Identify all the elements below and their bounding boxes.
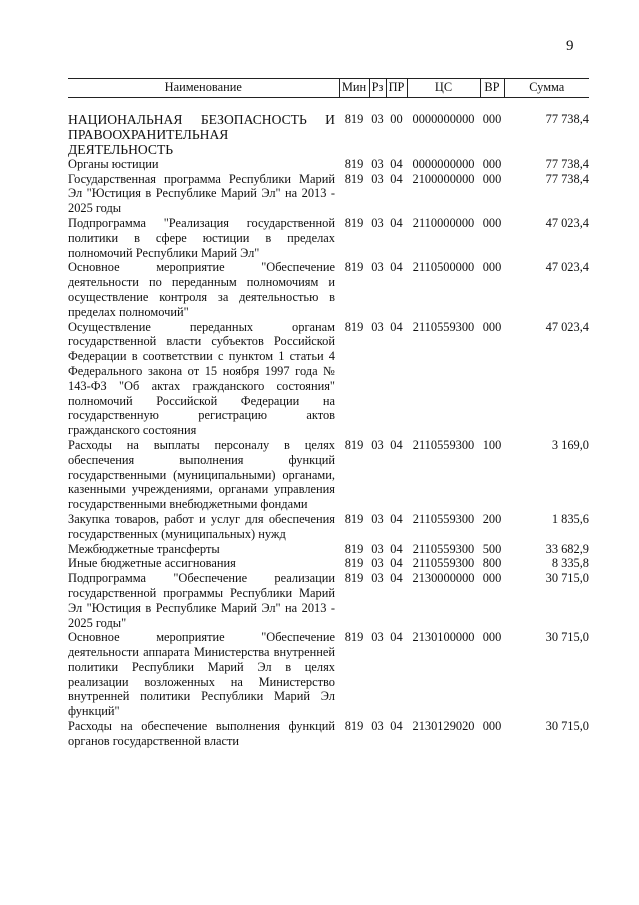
row-sum: 77 738,4 [545, 171, 589, 186]
row-rz: 03 [371, 437, 384, 452]
row-min: 819 [344, 260, 364, 275]
header-min: Мин [339, 79, 369, 98]
row-name: Закупка товаров, работ и услуг для обеспечения государственных (муниципальных) нужд [68, 511, 335, 541]
row-cs: 2130129020 [412, 719, 475, 734]
table-row [68, 719, 589, 749]
row-rz: 03 [371, 319, 384, 334]
row-cs: 2110559300 [412, 556, 475, 571]
row-sum: 33 682,9 [545, 541, 589, 556]
table-row [68, 571, 589, 630]
row-min: 819 [344, 319, 364, 334]
row-sum: 1 835,6 [551, 511, 589, 526]
header-name: Наименование [68, 79, 339, 98]
row-pr: 04 [390, 630, 403, 645]
row-min: 819 [344, 719, 364, 734]
row-cs: 2110559300 [412, 437, 475, 452]
row-sum: 47 023,4 [545, 319, 589, 334]
row-vr: 000 [482, 111, 502, 126]
row-min: 819 [344, 571, 364, 586]
row-min: 819 [344, 556, 364, 571]
row-name: Иные бюджетные ассигнования [68, 556, 236, 571]
row-name: Осуществление переданных органам государственной власти субъектов Российской Федерации в соответствии с пунктом 1 статьи 4 Федерального закона от 15 ноября 1997 года № 143-ФЗ "Об актах гражданского состояния" полномочий Российской Федерации на государственную регистрацию актов гражданского состояния [68, 319, 335, 438]
row-rz: 03 [371, 556, 384, 571]
row-rz: 03 [371, 630, 384, 645]
row-vr: 000 [482, 319, 502, 334]
table-row [68, 97, 589, 157]
row-sum: 47 023,4 [545, 215, 589, 230]
table-row [68, 630, 589, 719]
header-rz: Рз [369, 79, 386, 98]
row-rz: 03 [371, 171, 384, 186]
row-rz: 03 [371, 571, 384, 586]
page-number: 9 [566, 38, 574, 54]
row-name: Межбюджетные трансферты [68, 541, 220, 556]
row-name: Государственная программа Республики Марий Эл "Юстиция в Республике Марий Эл" на 2013 - 2025 годы [68, 171, 335, 216]
row-cs: 2130000000 [412, 571, 475, 586]
row-sum: 8 335,8 [551, 556, 589, 571]
row-name: Подпрограмма "Реализация государственной политики в сфере юстиции в пределах полномочий Республики Марий Эл" [68, 215, 335, 260]
row-rz: 03 [371, 215, 384, 230]
row-vr: 000 [482, 260, 502, 275]
row-pr: 04 [390, 156, 403, 171]
table-row [68, 512, 589, 542]
row-pr: 04 [390, 541, 403, 556]
row-sum: 77 738,4 [545, 156, 589, 171]
row-cs: 2110000000 [412, 215, 475, 230]
row-pr: 04 [390, 556, 403, 571]
row-sum: 3 169,0 [551, 437, 589, 452]
row-min: 819 [344, 156, 364, 171]
header-vr: ВР [480, 79, 504, 98]
row-name: Органы юстиции [68, 156, 159, 171]
row-name: Расходы на выплаты персоналу в целях обеспечения выполнения функций государственными (муниципальными) органами, казенными учреждениями, органами управления государственными внебюджетными фондами [68, 437, 335, 512]
row-name: Подпрограмма "Обеспечение реализации государственной программы Республики Марий Эл "Юстиция в Республике Марий Эл" на 2013 - 2025 годы" [68, 571, 335, 630]
row-min: 819 [344, 111, 364, 126]
header-pr: ПР [386, 79, 407, 98]
row-cs: 2110559300 [412, 541, 475, 556]
row-vr: 000 [482, 171, 502, 186]
row-min: 819 [344, 511, 364, 526]
row-sum: 30 715,0 [545, 571, 589, 586]
table-row [68, 320, 589, 438]
row-sum: 30 715,0 [545, 719, 589, 734]
row-cs: 0000000000 [412, 156, 475, 171]
row-rz: 03 [371, 511, 384, 526]
row-pr: 04 [390, 571, 403, 586]
row-vr: 800 [482, 556, 502, 571]
row-pr: 04 [390, 719, 403, 734]
row-vr: 000 [482, 630, 502, 645]
row-vr: 000 [482, 571, 502, 586]
row-sum: 47 023,4 [545, 260, 589, 275]
row-vr: 500 [482, 541, 502, 556]
row-min: 819 [344, 215, 364, 230]
row-min: 819 [344, 630, 364, 645]
row-rz: 03 [371, 111, 384, 126]
row-cs: 2110559300 [412, 511, 475, 526]
row-pr: 00 [390, 111, 403, 126]
budget-table [68, 78, 589, 749]
table-header-row [68, 79, 589, 98]
table-row [68, 172, 589, 216]
row-min: 819 [344, 541, 364, 556]
header-cs: ЦС [407, 79, 480, 98]
row-name: Основное мероприятие "Обеспечение деятельности аппарата Министерства внутренней политики Республики Марий Эл в целях реализации возложенных на Министерство внутренней политики Республики Марий Эл функций" [68, 630, 335, 719]
row-cs: 2130100000 [412, 630, 475, 645]
row-pr: 04 [390, 171, 403, 186]
table-row [68, 542, 589, 557]
row-cs: 2100000000 [412, 171, 475, 186]
row-min: 819 [344, 437, 364, 452]
row-pr: 04 [390, 511, 403, 526]
table-row [68, 556, 589, 571]
table-row [68, 157, 589, 172]
row-pr: 04 [390, 319, 403, 334]
row-pr: 04 [390, 260, 403, 275]
row-cs: 0000000000 [412, 111, 475, 126]
row-name: Расходы на обеспечение выполнения функций органов государственной власти [68, 719, 335, 748]
row-vr: 200 [482, 511, 502, 526]
row-name: Основное мероприятие "Обеспечение деятельности по переданным полномочиям и осуществление контроля за деятельностью в пределах полномочий" [68, 260, 335, 319]
row-cs: 2110559300 [412, 319, 475, 334]
row-vr: 000 [482, 215, 502, 230]
row-name: НАЦИОНАЛЬНАЯ БЕЗОПАСНОСТЬ И ПРАВООХРАНИТЕЛЬНАЯ ДЕЯТЕЛЬНОСТЬ [68, 111, 335, 157]
row-pr: 04 [390, 215, 403, 230]
table-row [68, 438, 589, 512]
row-cs: 2110500000 [412, 260, 475, 275]
row-vr: 000 [482, 719, 502, 734]
row-sum: 77 738,4 [545, 111, 589, 126]
row-rz: 03 [371, 260, 384, 275]
header-sum: Сумма [504, 79, 589, 98]
row-min: 819 [344, 171, 364, 186]
table-row [68, 216, 589, 260]
table-row [68, 260, 589, 319]
row-vr: 000 [482, 156, 502, 171]
row-vr: 100 [482, 437, 502, 452]
row-rz: 03 [371, 156, 384, 171]
row-pr: 04 [390, 437, 403, 452]
row-rz: 03 [371, 541, 384, 556]
row-sum: 30 715,0 [545, 630, 589, 645]
row-rz: 03 [371, 719, 384, 734]
